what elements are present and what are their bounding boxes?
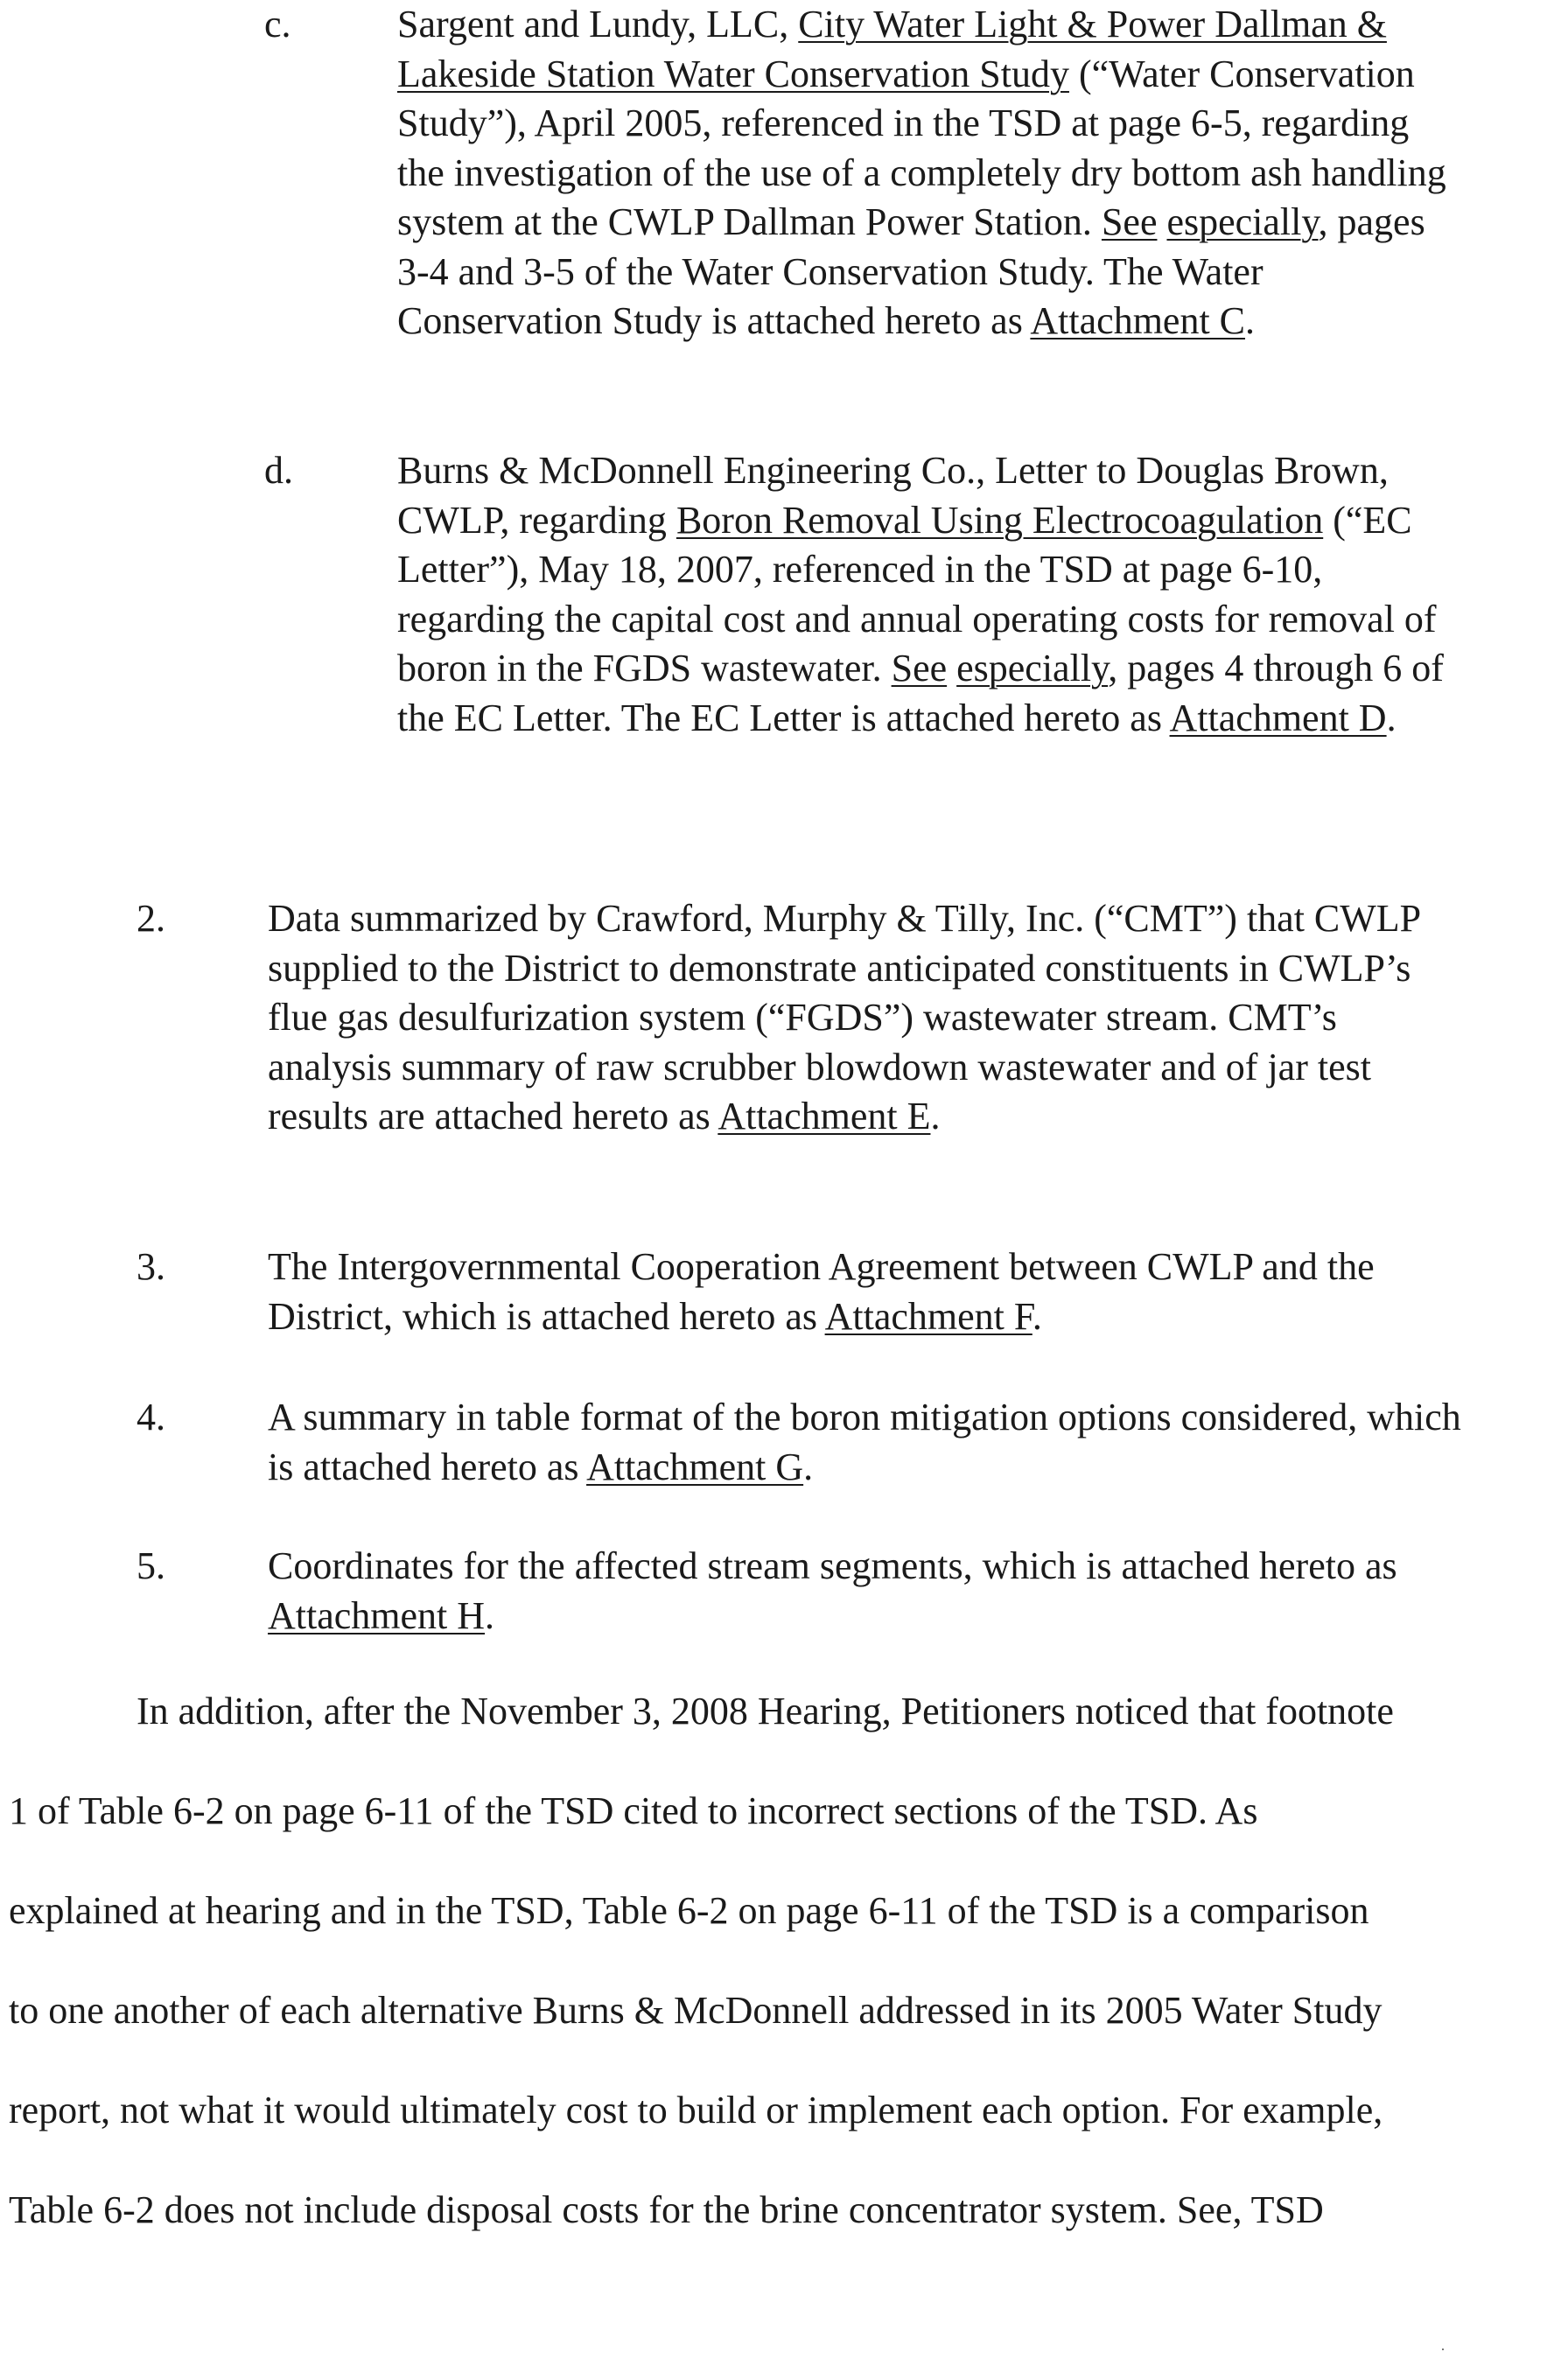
- item-label: 2.: [136, 897, 165, 940]
- item-text: Burns & McDonnell Engineering Co., Letter to Douglas Brown, CWLP, regarding Boron Removal Using Electrocoagulation (“EC Letter”), May 18, 2007, referenced in the TSD at page 6-10, regarding the capital cost and annual operating costs for removal of boron in the FGDS wastewater. See especially, pages 4 through 6 of the EC Letter. The EC Letter is attached hereto as Attachment D.: [397, 449, 1444, 739]
- attachment-f-reference: Attachment F: [824, 1294, 1032, 1338]
- paragraph-line: report, not what it would ultimately cost to build or implement each option. For example,: [9, 2089, 1383, 2132]
- item-text: Sargent and Lundy, LLC, City Water Light & Power Dallman & Lakeside Station Water Conservation Study (“Water Conservation Study”), April 2005, referenced in the TSD at page 6-5, regarding the investigation of the use of a completely dry bottom ash handling system at the CWLP Dallman Power Station. See especially, pages 3-4 and 3-5 of the Water Conservation Study. The Water Conservation Study is attached hereto as Attachment C.: [397, 3, 1446, 342]
- scan-speck: [1442, 2348, 1444, 2350]
- paragraph-line: 1 of Table 6-2 on page 6-11 of the TSD cited to incorrect sections of the TSD. As: [9, 1789, 1258, 1832]
- paragraph-line: explained at hearing and in the TSD, Table 6-2 on page 6-11 of the TSD is a comparison: [9, 1889, 1369, 1932]
- attachment-e-reference: Attachment E: [718, 1095, 931, 1138]
- item-text: Data summarized by Crawford, Murphy & Tilly, Inc. (“CMT”) that CWLP supplied to the District to demonstrate anticipated constituents in CWLP’s flue gas desulfurization system (“FGDS”) wastewater stream. CMT’s analysis summary of raw scrubber blowdown wastewater and of jar test results are attached hereto as Attachment E.: [268, 897, 1420, 1138]
- item-label: d.: [264, 449, 293, 492]
- attachment-g-reference: Attachment G: [586, 1445, 804, 1488]
- attachment-h-reference: Attachment H: [268, 1593, 486, 1637]
- item-text: A summary in table format of the boron mitigation options considered, which is attached hereto as Attachment G.: [268, 1396, 1461, 1488]
- item-text: The Intergovernmental Cooperation Agreement between CWLP and the District, which is attached hereto as Attachment F.: [268, 1245, 1375, 1338]
- paragraph-line: to one another of each alternative Burns & McDonnell addressed in its 2005 Water Study: [9, 1989, 1382, 2032]
- study-title: City Water Light & Power Dallman & Lakeside Station Water Conservation Study: [397, 3, 1387, 95]
- item-label: 4.: [136, 1396, 165, 1438]
- attachment-c-reference: Attachment C: [1030, 299, 1246, 342]
- item-label: 5.: [136, 1544, 165, 1587]
- paragraph-line: In addition, after the November 3, 2008 Hearing, Petitioners noticed that footnote: [136, 1690, 1394, 1732]
- item-label: c.: [264, 3, 291, 46]
- letter-title: Boron Removal Using Electrocoagulation: [676, 498, 1324, 542]
- paragraph-line: Table 6-2 does not include disposal costs for the brine concentrator system. See, TSD: [9, 2188, 1324, 2231]
- item-label: 3.: [136, 1245, 165, 1288]
- item-text: Coordinates for the affected stream segments, which is attached hereto as Attachment H.: [268, 1544, 1397, 1637]
- attachment-d-reference: Attachment D: [1169, 696, 1387, 739]
